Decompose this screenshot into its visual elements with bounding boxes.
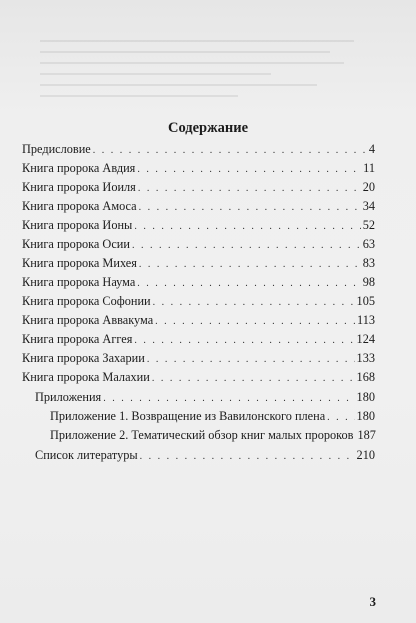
toc-entry-malachi[interactable] bbox=[22, 369, 375, 386]
toc-entry-zephaniah[interactable] bbox=[22, 293, 375, 310]
toc-entry-appendix-2[interactable] bbox=[50, 427, 375, 444]
leader-dots bbox=[147, 351, 355, 368]
toc-entry-label: Приложение 1. Возвращение из Вавилонского плена bbox=[50, 409, 326, 423]
leader-dots bbox=[132, 237, 361, 254]
toc-entry-page: 63 bbox=[362, 237, 375, 251]
leader-dots bbox=[139, 199, 361, 216]
toc-entry-page: 168 bbox=[356, 370, 375, 384]
toc-entry-label: Книга пророка Авдия bbox=[22, 161, 136, 175]
toc-entry-label: Книга пророка Малахии bbox=[22, 370, 150, 384]
bleed-through-text bbox=[40, 40, 370, 110]
toc-entry-page: 187 bbox=[357, 428, 376, 442]
toc-entry-page: 11 bbox=[363, 161, 375, 175]
toc-entry-preface[interactable] bbox=[22, 141, 375, 158]
toc-entry-joel[interactable] bbox=[22, 179, 375, 196]
leader-dots bbox=[152, 370, 355, 387]
toc-entry-page: 83 bbox=[362, 256, 375, 270]
toc-entry-label: Книга пророка Иоиля bbox=[22, 180, 136, 194]
leader-dots bbox=[137, 161, 361, 178]
toc-entry-label: Книга пророка Наума bbox=[22, 275, 136, 289]
toc-entry-label: Книга пророка Софонии bbox=[22, 294, 151, 308]
toc-entry-label: Список литературы bbox=[35, 448, 138, 462]
toc-entry-page: 20 bbox=[362, 180, 375, 194]
toc-entry-habakkuk[interactable] bbox=[22, 312, 375, 329]
leader-dots bbox=[93, 142, 367, 159]
leader-dots bbox=[103, 390, 354, 407]
toc-entry-page: 210 bbox=[356, 448, 375, 462]
leader-dots bbox=[327, 409, 354, 426]
toc-entry-appendix-1[interactable] bbox=[50, 408, 375, 425]
toc-entry-micah[interactable] bbox=[22, 255, 375, 272]
toc-entry-zechariah[interactable] bbox=[22, 350, 375, 367]
toc-entry-page: 113 bbox=[357, 313, 375, 327]
toc-entry-appendices[interactable] bbox=[35, 389, 375, 406]
leader-dots bbox=[155, 313, 355, 330]
toc-entry-label: Книга пророка Ионы bbox=[22, 218, 133, 232]
toc-entry-label: Приложения bbox=[35, 390, 102, 404]
toc-entry-label: Книга пророка Захарии bbox=[22, 351, 145, 365]
toc-entry-obadiah[interactable] bbox=[22, 160, 375, 177]
toc-entry-label: Книга пророка Осии bbox=[22, 237, 130, 251]
leader-dots bbox=[153, 294, 355, 311]
toc-entry-label: Книга пророка Михея bbox=[22, 256, 137, 270]
toc-entry-label: Предисловие bbox=[22, 142, 91, 156]
toc-entry-amos[interactable] bbox=[22, 198, 375, 215]
toc-entry-nahum[interactable] bbox=[22, 274, 375, 291]
toc-entry-page: 98 bbox=[362, 275, 375, 289]
page-number: 3 bbox=[369, 594, 376, 609]
toc-entry-haggai[interactable] bbox=[22, 331, 375, 348]
toc-entry-label: Книга пророка Аввакума bbox=[22, 313, 154, 327]
toc-entry-page: 52 bbox=[362, 218, 375, 232]
toc-entry-page: 180 bbox=[356, 390, 375, 404]
toc-entry-page: 4 bbox=[368, 142, 375, 156]
leader-dots bbox=[140, 448, 355, 465]
toc-entry-page: 105 bbox=[356, 294, 375, 308]
page-title: Содержание bbox=[167, 120, 249, 136]
toc-entry-jonah[interactable] bbox=[22, 217, 375, 234]
leader-dots bbox=[138, 180, 361, 197]
leader-dots bbox=[139, 256, 361, 273]
toc-entry-page: 180 bbox=[356, 409, 375, 423]
toc-entry-label: Приложение 2. Тематический обзор книг малых пророков bbox=[50, 428, 354, 442]
toc-entry-hosea[interactable] bbox=[22, 236, 375, 253]
leader-dots bbox=[134, 218, 360, 235]
toc-entry-label: Книга пророка Аггея bbox=[22, 332, 133, 346]
toc-entry-page: 133 bbox=[356, 351, 375, 365]
toc-entry-page: 124 bbox=[356, 332, 375, 346]
leader-dots bbox=[134, 332, 354, 349]
toc-entry-page: 34 bbox=[362, 199, 375, 213]
leader-dots bbox=[137, 275, 360, 292]
toc-entry-label: Книга пророка Амоса bbox=[22, 199, 137, 213]
toc-entry-bibliography[interactable] bbox=[35, 447, 375, 464]
